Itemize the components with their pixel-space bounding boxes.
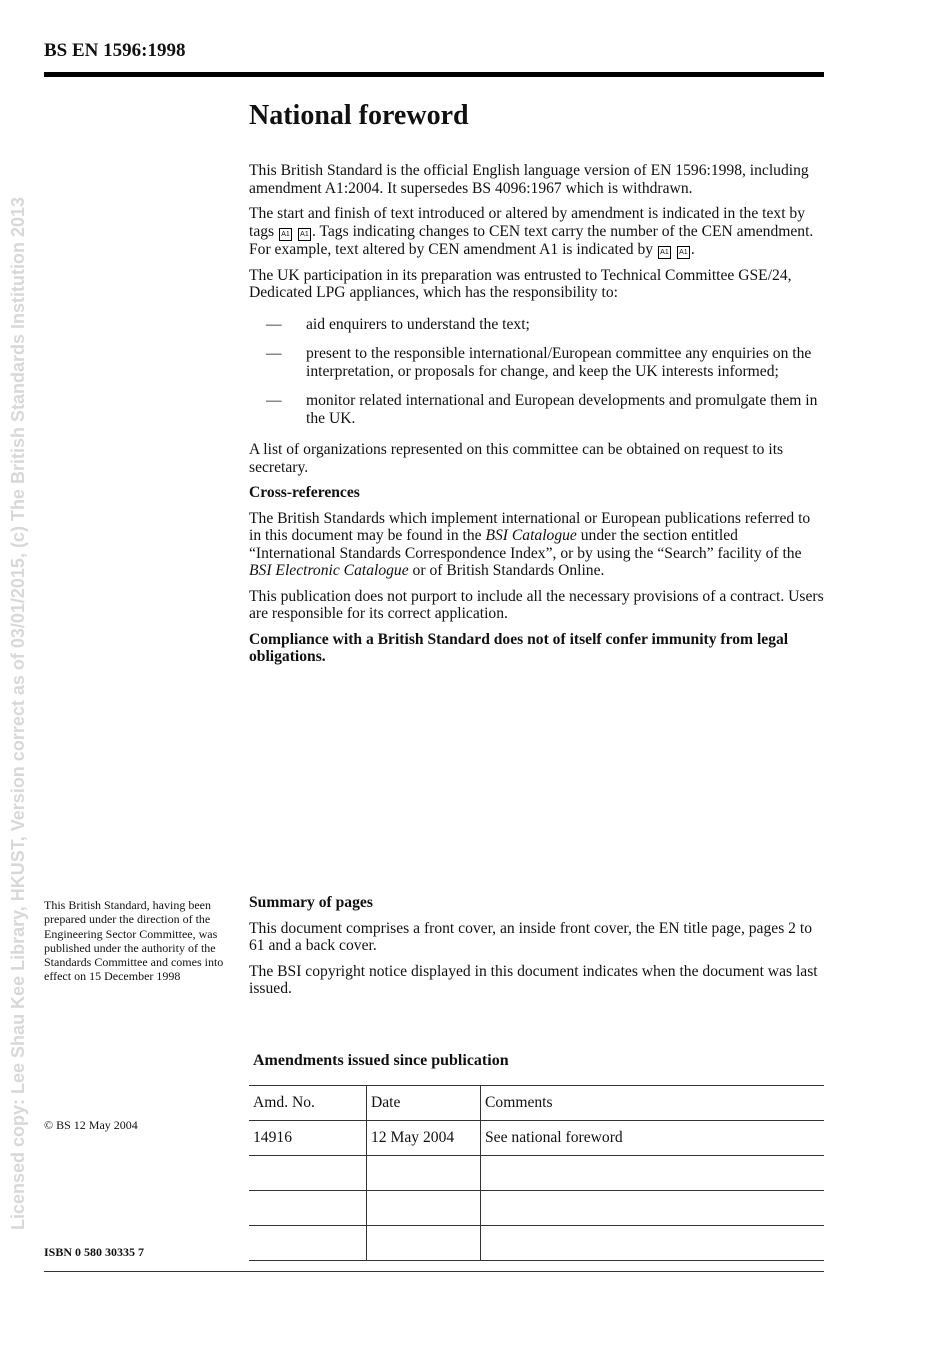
table-row	[249, 1121, 824, 1156]
crossref-text-2: under the section entitled “International Standards Correspondence Index”, or by using the “Search” facility of the	[249, 527, 802, 562]
footer-rule	[249, 1271, 824, 1272]
footer-rule-left	[44, 1271, 249, 1272]
amendment-end-tag-icon: A1	[677, 246, 690, 259]
column-header: Date	[367, 1086, 481, 1121]
header-rule	[44, 72, 824, 77]
summary-paragraph: The BSI copyright notice displayed in this document indicates when the document was last issued.	[249, 962, 818, 997]
column-header: Comments	[481, 1086, 825, 1121]
paragraph-tags-text-2: . Tags indicating changes to CEN text carry the number of the CEN amendment. For example, text altered by CEN amendment A1 is indicated by	[249, 222, 814, 258]
amendments-table	[249, 1085, 824, 1261]
table-cell: See national foreword	[481, 1121, 825, 1156]
responsibility-list	[249, 316, 824, 428]
page-title: National foreword	[249, 100, 469, 131]
paragraph-cross-references	[249, 510, 824, 580]
dash-bullet: —	[266, 345, 282, 362]
compliance-statement: Compliance with a British Standard does not of itself confer immunity from legal obligations.	[249, 630, 789, 665]
paragraph-intro: This British Standard is the official English language version of EN 1596:1998, including amendment A1:2004. It supersedes BS 4096:1967 which is withdrawn.	[249, 162, 809, 197]
amendment-end-tag-icon: A1	[298, 228, 311, 241]
cross-references-heading: Cross-references	[249, 484, 360, 501]
table-row	[249, 1191, 824, 1226]
bsi-electronic-catalogue-title: BSI Electronic Catalogue	[249, 562, 409, 579]
publication-note: This British Standard, having been prepared under the direction of the Engineering Sector Committee, was published under the authority of the Standards Committee and comes into effect on 15 December 1998	[44, 898, 224, 984]
summary-heading: Summary of pages	[249, 894, 373, 911]
dash-bullet: —	[266, 315, 282, 333]
table-cell	[481, 1156, 825, 1191]
table-row	[249, 1156, 824, 1191]
table-cell	[481, 1191, 825, 1226]
copyright-notice: © BS 12 May 2004	[44, 1118, 138, 1132]
column-header: Amd. No.	[249, 1086, 367, 1121]
table-cell	[367, 1226, 481, 1261]
table-cell	[249, 1156, 367, 1191]
table-cell	[249, 1226, 367, 1261]
paragraph-tags	[249, 205, 824, 259]
table-cell	[367, 1156, 481, 1191]
list-item	[249, 392, 824, 427]
table-header-row	[249, 1086, 824, 1121]
amendments-title: Amendments issued since publication	[253, 1052, 509, 1069]
list-item	[249, 345, 824, 380]
bsi-catalogue-title: BSI Catalogue	[485, 527, 577, 544]
paragraph-committee: The UK participation in its preparation was entrusted to Technical Committee GSE/24, Dedicated LPG appliances, which has the responsibility to:	[249, 266, 792, 301]
document-id: BS EN 1596:1998	[44, 40, 186, 61]
table-cell	[249, 1191, 367, 1226]
crossref-text-1: The British Standards which implement international or European publications referred to in this document may be found in the	[249, 509, 811, 544]
list-item-text: aid enquirers to understand the text;	[306, 315, 530, 333]
dash-bullet: —	[266, 392, 282, 409]
paragraph-organizations: A list of organizations represented on this committee can be obtained on request to its secretary.	[249, 441, 784, 476]
table-cell	[481, 1226, 825, 1261]
table-cell: 14916	[249, 1121, 367, 1156]
paragraph-tags-text-1: The start and finish of text introduced or altered by amendment is indicated in the text by tags	[249, 205, 806, 240]
list-item-text: monitor related international and European developments and promulgate them in the UK.	[306, 392, 818, 427]
license-watermark: Licensed copy: Lee Shau Kee Library, HKUST, Version correct as of 03/01/2015, (c) The British Standards Institution 2013	[8, 197, 28, 1230]
table-cell	[367, 1191, 481, 1226]
table-row	[249, 1226, 824, 1261]
isbn: ISBN 0 580 30335 7	[44, 1245, 145, 1259]
table-cell: 12 May 2004	[367, 1121, 481, 1156]
crossref-text-3: or of British Standards Online.	[408, 562, 605, 579]
list-item-text: present to the responsible international/European committee any enquiries on the interpretation, or proposals for change, and keep the UK interests informed;	[306, 345, 812, 380]
amendment-start-tag-icon: A1	[658, 246, 671, 259]
summary-of-pages	[249, 894, 824, 1006]
list-item	[249, 316, 824, 334]
amendment-start-tag-icon: A1	[279, 228, 292, 241]
foreword-body	[249, 162, 824, 674]
paragraph-tags-text-3: .	[690, 240, 695, 258]
summary-paragraph: This document comprises a front cover, an inside front cover, the EN title page, pages 2 to 61 and a back cover.	[249, 919, 812, 954]
paragraph-provisions: This publication does not purport to include all the necessary provisions of a contract. Users are responsible for its correct application.	[249, 587, 824, 622]
